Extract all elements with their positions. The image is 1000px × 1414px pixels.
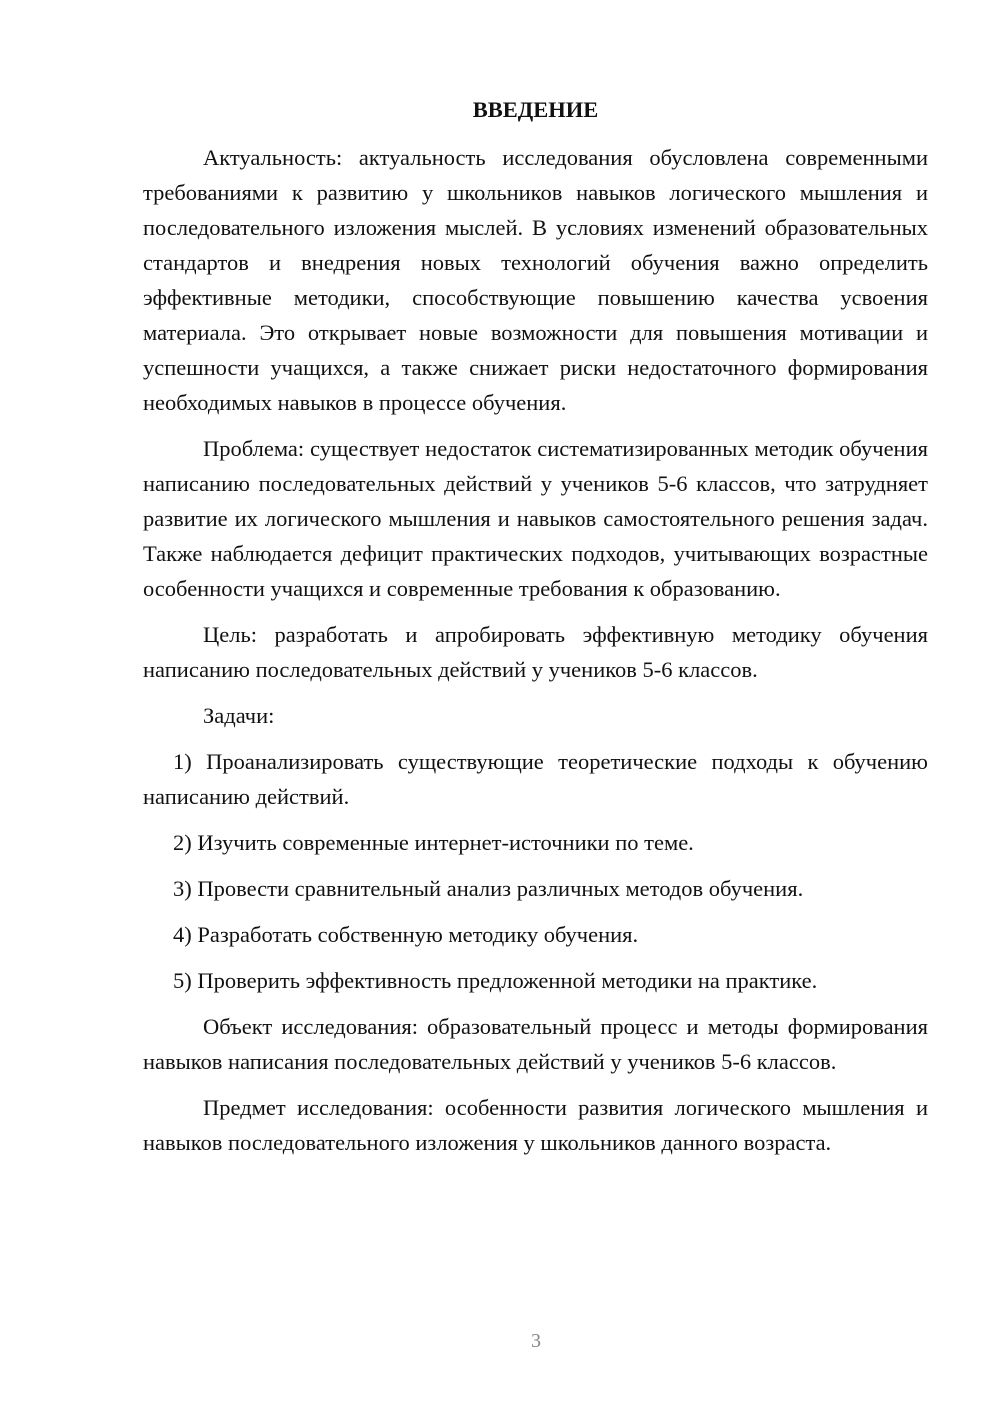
task-item: 2) Изучить современные интернет-источники по теме. bbox=[173, 830, 694, 855]
task-item: 3) Провести сравнительный анализ различных методов обучения. bbox=[173, 876, 804, 901]
paragraph-relevance: Актуальность: актуальность исследования обусловлена современными требованиями к развитию у школьников навыков логического мышления и последовательного изложения мыслей. В условиях изменений образовательных стандартов и внедрения новых технологий обучения важно определить эффективные методики, способствующие повышению качества усвоения материала. Это открывает новые возможности для повышения мотивации и успешности учащихся, а также снижает риски недостаточного формирования необходимых навыков в процессе обучения. bbox=[143, 145, 928, 415]
task-item: 1) Проанализировать существующие теоретические подходы к обучению написанию действий. bbox=[143, 749, 928, 809]
task-item: 5) Проверить эффективность предложенной методики на практике. bbox=[173, 968, 818, 993]
tasks-label: Задачи: bbox=[203, 703, 275, 728]
page-content bbox=[143, 90, 928, 1171]
page-number: 3 bbox=[531, 1330, 541, 1352]
tasks-list bbox=[143, 744, 928, 998]
paragraph-object: Объект исследования: образовательный процесс и методы формирования навыков написания последовательных действий у учеников 5-6 классов. bbox=[143, 1014, 928, 1074]
paragraph-goal: Цель: разработать и апробировать эффективную методику обучения написанию последовательных действий у учеников 5-6 классов. bbox=[143, 622, 928, 682]
paragraph-subject: Предмет исследования: особенности развития логического мышления и навыков последовательного изложения у школьников данного возраста. bbox=[143, 1095, 928, 1155]
task-item: 4) Разработать собственную методику обучения. bbox=[173, 922, 639, 947]
paragraph-problem: Проблема: существует недостаток систематизированных методик обучения написанию последовательных действий у учеников 5-6 классов, что затрудняет развитие их логического мышления и навыков самостоятельного решения задач. Также наблюдается дефицит практических подходов, учитывающих возрастные особенности учащихся и современные требования к образованию. bbox=[143, 436, 928, 601]
section-title: ВВЕДЕНИЕ bbox=[472, 97, 599, 122]
